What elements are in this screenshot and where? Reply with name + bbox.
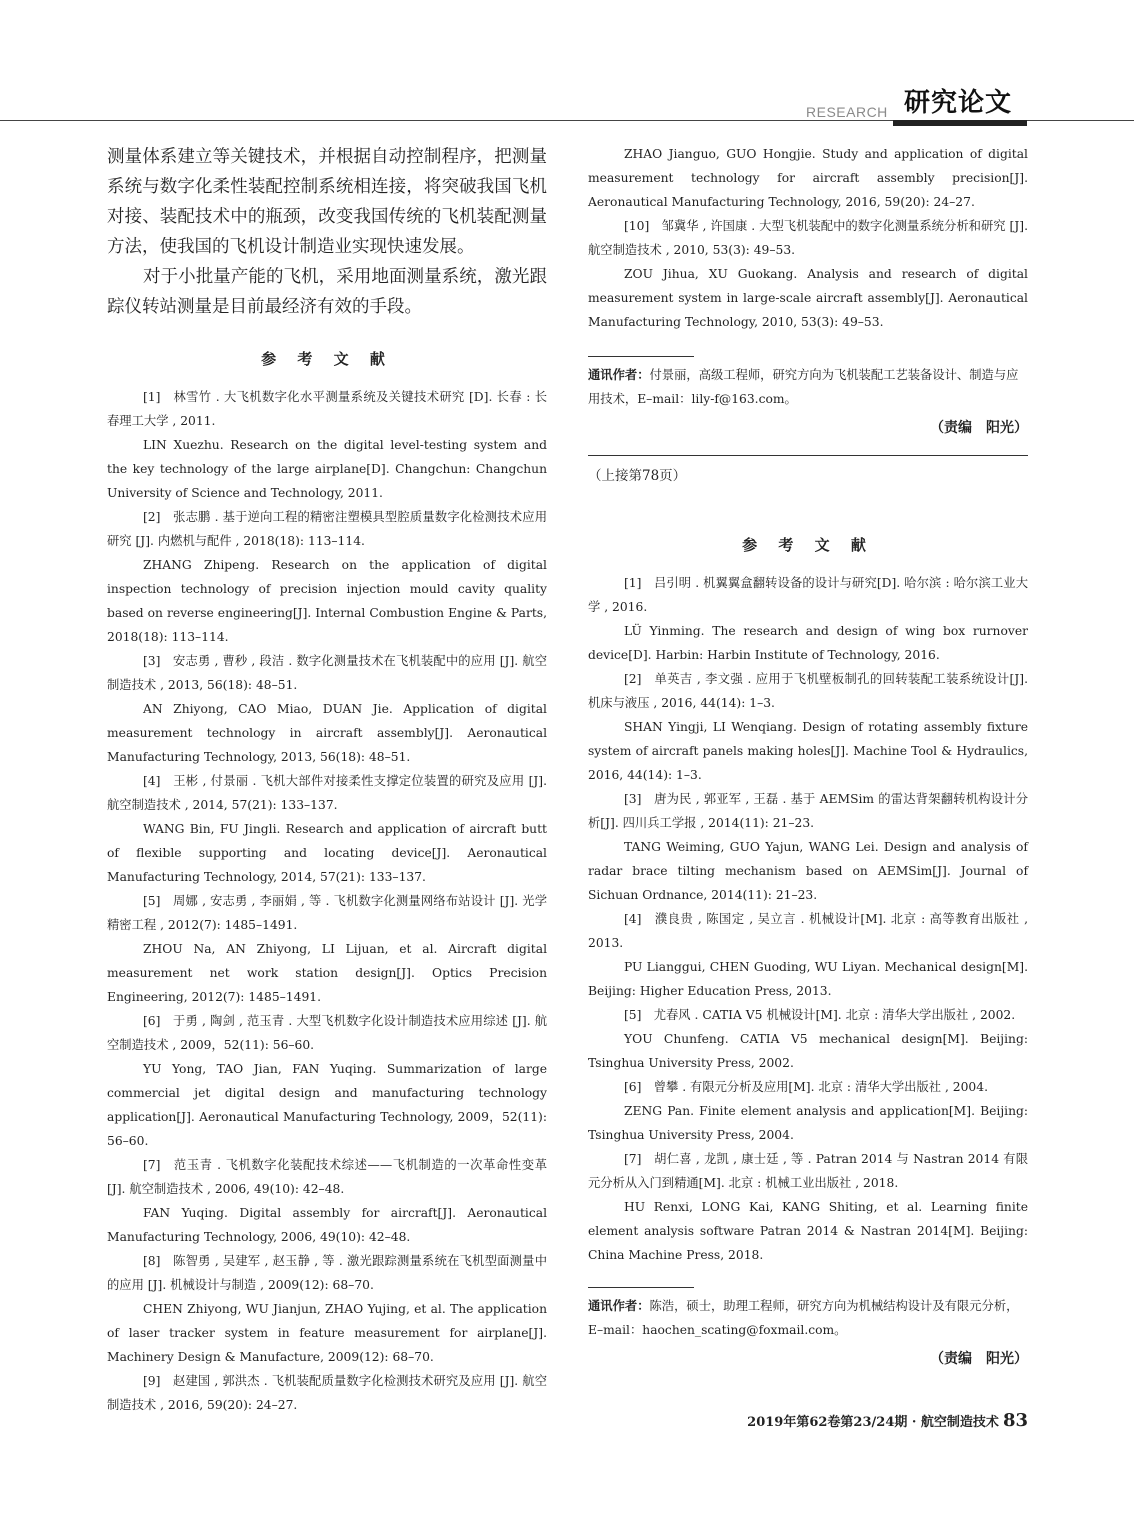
reference-entry: ZENG Pan. Finite element analysis and application[M]. Beijing: Tsinghua University Press, 2004. — [588, 1104, 1028, 1142]
reference-list-continued — [588, 142, 1028, 334]
reference-entry: ZOU Jihua, XU Guokang. Analysis and research of digital measurement system in large-scale aircraft assembly[J]. Aeronautical Manufacturing Technology, 2010, 53(3): 49–53. — [588, 267, 1028, 329]
reference-entry: [2] 张志鹏 . 基于逆向工程的精密注塑模具型腔质量数字化检测技术应用研究 [J]. 内燃机与配件 , 2018(18): 113–114. — [107, 510, 547, 548]
reference-entry: LÜ Yinming. The research and design of wing box rurnover device[D]. Harbin: Harbin Institute of Technology, 2016. — [588, 624, 1028, 662]
reference-entry: [5] 周娜 , 安志勇 , 李丽娟 , 等 . 飞机数字化测量网络布站设计 [J]. 光学精密工程 , 2012(7): 1485–1491. — [107, 894, 547, 932]
corresponding-author-text: 付景丽，高级工程师，研究方向为飞机装配工艺装备设计、制造与应用技术，E–mail：lily-f@163.com。 — [588, 368, 1019, 406]
reference-entry: YOU Chunfeng. CATIA V5 mechanical design[M]. Beijing: Tsinghua University Press, 2002. — [588, 1032, 1028, 1070]
corresponding-author-label: 通讯作者： — [588, 368, 650, 382]
header-accent-bar — [893, 120, 1027, 126]
reference-entry: PU Lianggui, CHEN Guoding, WU Liyan. Mechanical design[M]. Beijing: Higher Education Press, 2013. — [588, 960, 1028, 998]
corresponding-author-label: 通讯作者： — [588, 1299, 650, 1313]
editor-credit: （责编 阳光） — [930, 1351, 1028, 1367]
reference-entry: [7] 范玉青 . 飞机数字化装配技术综述——飞机制造的一次革命性变革 [J]. 航空制造技术 , 2006, 49(10): 42–48. — [107, 1158, 547, 1196]
reference-entry: HU Renxi, LONG Kai, KANG Shiting, et al. Learning finite element analysis software Patran 2014 & Nastran 2014[M]. Beijing: China Machine Press, 2018. — [588, 1200, 1028, 1262]
left-column — [107, 142, 547, 1417]
reference-entry: [7] 胡仁喜 , 龙凯 , 康士廷 , 等 . Patran 2014 与 Nastran 2014 有限元分析从入门到精通[M]. 北京 : 机械工业出版社 , 2018. — [588, 1152, 1028, 1190]
reference-entry: [10] 邹冀华 , 许国康 . 大型飞机装配中的数字化测量系统分析和研究 [J]. 航空制造技术 , 2010, 53(3): 49–53. — [588, 219, 1028, 257]
section-label-cn: 研究论文 — [904, 88, 1013, 118]
reference-entry: [3] 安志勇 , 曹秒 , 段洁 . 数字化测量技术在飞机装配中的应用 [J]. 航空制造技术 , 2013, 56(18): 48–51. — [107, 654, 547, 692]
reference-entry: [2] 单英吉 , 李文强 . 应用于飞机壁板制孔的回转装配工装系统设计[J]. 机床与液压 , 2016, 44(14): 1–3. — [588, 672, 1028, 710]
reference-entry: WANG Bin, FU Jingli. Research and application of aircraft butt of flexible supporting and locating device[J]. Aeronautical Manufacturing Technology, 2014, 57(21): 133–137. — [107, 822, 547, 884]
reference-entry: [5] 尤春风 . CATIA V5 机械设计[M]. 北京 : 清华大学出版社 , 2002. — [624, 1008, 1016, 1022]
reference-entry: [6] 曾攀 . 有限元分析及应用[M]. 北京 : 清华大学出版社 , 2004. — [624, 1080, 988, 1094]
reference-entry: [4] 濮良贵 , 陈国定 , 吴立言 . 机械设计[M]. 北京 : 高等教育出版社 , 2013. — [588, 912, 1028, 950]
reference-entry: [3] 唐为民 , 郭亚军 , 王磊 . 基于 AEMSim 的雷达背架翻转机构设计分析[J]. 四川兵工学报 , 2014(11): 21–23. — [588, 792, 1028, 830]
editor-credit: （责编 阳光） — [930, 420, 1028, 436]
reference-entry: LIN Xuezhu. Research on the digital level-testing system and the key technology of the large airplane[D]. Changchun: Changchun University of Science and Technology, 2011. — [107, 438, 547, 500]
reference-entry: YU Yong, TAO Jian, FAN Yuqing. Summarization of large commercial jet digital design and manufacturing technology application[J]. Aeronautical Manufacturing Technology, 2009，52(11): 56–60. — [107, 1062, 547, 1148]
references-heading: 参 考 文 献 — [742, 536, 874, 554]
section-label-en: RESEARCH — [806, 104, 888, 120]
page-number: 83 — [1002, 1410, 1028, 1431]
reference-entry: TANG Weiming, GUO Yajun, WANG Lei. Design and analysis of radar brace tilting mechanism based on AEMSim[J]. Journal of Sichuan Ordnance, 2014(11): 21–23. — [588, 840, 1028, 902]
references-heading: 参 考 文 献 — [261, 350, 393, 368]
reference-entry: [9] 赵建国 , 郭洪杰 . 飞机装配质量数字化检测技术研究及应用 [J]. 航空制造技术 , 2016, 59(20): 24–27. — [107, 1374, 547, 1412]
reference-entry: CHEN Zhiyong, WU Jianjun, ZHAO Yujing, et al. The application of laser tracker system in feature measurement for airplane[J]. Machinery Design & Manufacture, 2009(12): 68–70. — [107, 1302, 547, 1364]
reference-entry: ZHAO Jianguo, GUO Hongjie. Study and application of digital measurement technology for aircraft assembly precision[J]. Aeronautical Manufacturing Technology, 2016, 59(20): 24–27. — [588, 147, 1028, 209]
right-column — [588, 142, 1028, 1368]
corresponding-author-text: 陈浩，硕士，助理工程师，研究方向为机械结构设计及有限元分析，E–mail：haochen_scating@foxmail.com。 — [588, 1299, 1019, 1337]
reference-entry: [4] 王彬 , 付景丽 . 飞机大部件对接柔性支撑定位装置的研究及应用 [J]. 航空制造技术 , 2014, 57(21): 133–137. — [107, 774, 547, 812]
journal-issue: 2019年第62卷第23/24期 · 航空制造技术 — [747, 1415, 999, 1430]
reference-list-right — [588, 571, 1028, 1267]
reference-entry: AN Zhiyong, CAO Miao, DUAN Jie. Application of digital measurement technology in aircraft assembly[J]. Aeronautical Manufacturing Technology, 2013, 56(18): 48–51. — [107, 702, 547, 764]
continued-from-note: （上接第78页） — [588, 468, 687, 484]
reference-entry: SHAN Yingji, LI Wenqiang. Design of rotating assembly fixture system of aircraft panels making holes[J]. Machine Tool & Hydraulics, 2016, 44(14): 1–3. — [588, 720, 1028, 782]
body-paragraph-1: 测量体系建立等关键技术，并根据自动控制程序，把测量系统与数字化柔性装配控制系统相连接，将突破我国飞机对接、装配技术中的瓶颈，改变我国传统的飞机装配测量方法，使我国的飞机设计制造业实现快速发展。 — [107, 147, 547, 257]
page-footer — [680, 1410, 1028, 1431]
reference-list-left — [107, 385, 547, 1417]
reference-entry: ZHOU Na, AN Zhiyong, LI Lijuan, et al. Aircraft digital measurement net work station design[J]. Optics Precision Engineering, 2012(7): 1485–1491. — [107, 942, 547, 1004]
corresponding-author-note — [588, 1294, 1028, 1342]
reference-entry: [1] 吕引明 . 机翼翼盒翻转设备的设计与研究[D]. 哈尔滨 : 哈尔滨工业大学 , 2016. — [588, 576, 1028, 614]
corresponding-author-note — [588, 363, 1028, 411]
body-paragraph-2: 对于小批量产能的飞机，采用地面测量系统，激光跟踪仪转站测量是目前最经济有效的手段。 — [107, 267, 547, 317]
reference-entry: ZHANG Zhipeng. Research on the application of digital inspection technology of precision injection mould cavity quality based on reverse engineering[J]. Internal Combustion Engine & Parts, 2018(18): 113–114. — [107, 558, 547, 644]
reference-entry: [1] 林雪竹 . 大飞机数字化水平测量系统及关键技术研究 [D]. 长春 : 长春理工大学 , 2011. — [107, 390, 547, 428]
reference-entry: FAN Yuqing. Digital assembly for aircraft[J]. Aeronautical Manufacturing Technology, 2006, 49(10): 42–48. — [107, 1206, 547, 1244]
reference-entry: [6] 于勇 , 陶剑 , 范玉青 . 大型飞机数字化设计制造技术应用综述 [J]. 航空制造技术 , 2009，52(11): 56–60. — [107, 1014, 547, 1052]
reference-entry: [8] 陈智勇 , 吴建军 , 赵玉静 , 等 . 激光跟踪测量系统在飞机型面测量中的应用 [J]. 机械设计与制造 , 2009(12): 68–70. — [107, 1254, 547, 1292]
